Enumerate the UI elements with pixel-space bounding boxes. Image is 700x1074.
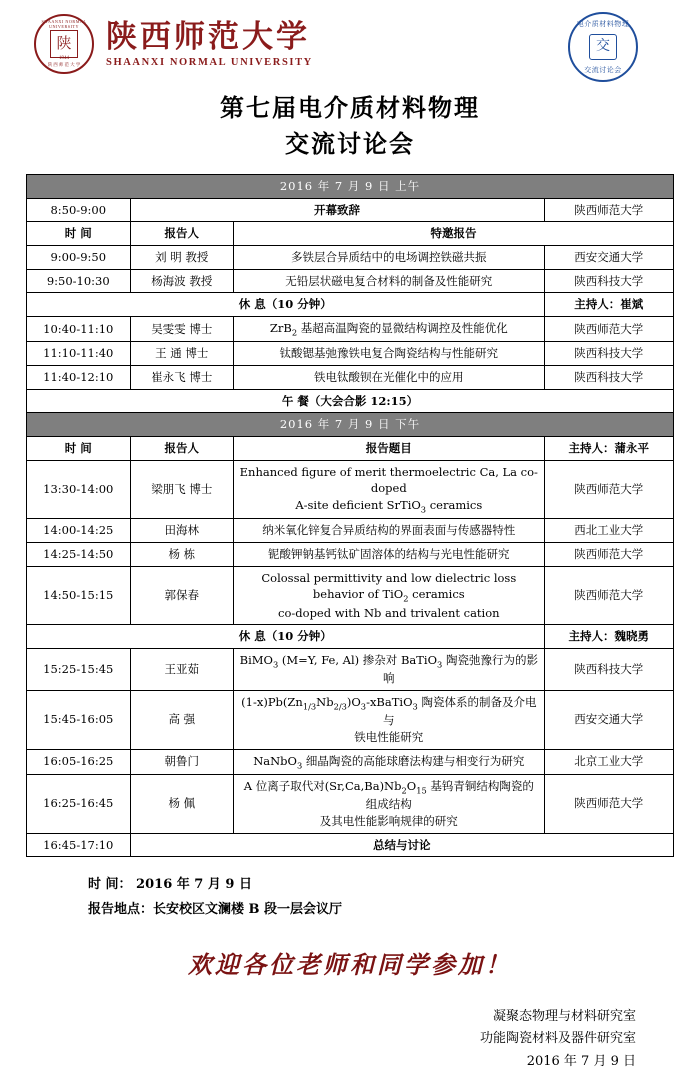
signature-line2: 功能陶瓷材料及器件研究室: [479, 1031, 636, 1047]
signature-block: [26, 1006, 674, 1074]
university-seal-icon: [34, 14, 94, 74]
cell-unit: 陕西师范大学: [544, 460, 673, 519]
cell-title-line2: A-site deficient SrTiO$_3$ ceramics: [295, 498, 483, 515]
table-row: [27, 342, 674, 366]
table-row: [27, 460, 674, 519]
table-row: [27, 774, 674, 833]
table-row: [27, 543, 674, 567]
conference-logo-top-text: 电介质材料物理: [576, 20, 630, 28]
table-row: [27, 389, 674, 413]
cell-title-line1: $(1-x)Pb(Zn_{1/3}Nb_{2/3})O_3-xBaTiO_3$ 陶瓷体系的制备及介电与: [241, 694, 537, 728]
cell-speaker: 崔永飞 博士: [130, 366, 234, 390]
page-title: [26, 90, 674, 162]
page-title-line1: 第七届电介质材料物理: [220, 93, 480, 122]
col-header-time: 时 间: [27, 437, 131, 461]
cell-speaker: 王 通 博士: [130, 342, 234, 366]
cell-title-line2: 铁电性能研究: [354, 729, 424, 744]
page-title-line2: 交流讨论会: [285, 129, 415, 158]
cell-speaker: 杨海波 教授: [130, 269, 234, 293]
cell-title: ZrB$_2$ 基超高温陶瓷的显微结构调控及性能优化: [234, 317, 545, 342]
cell-unit: 北京工业大学: [544, 749, 673, 774]
cell-time: 11:40-12:10: [27, 366, 131, 390]
table-row: [27, 222, 674, 246]
table-row: [27, 519, 674, 543]
welcome-message: 欢迎各位老师和同学参加！: [188, 949, 512, 979]
cell-unit: 陕西师范大学: [544, 543, 673, 567]
cell-speaker: 吴雯雯 博士: [130, 317, 234, 342]
cell-time: 11:10-11:40: [27, 342, 131, 366]
summary-label: 总结与讨论: [130, 833, 673, 857]
seal-center-char: 陕: [50, 30, 78, 58]
chair-label: 主持人：崔斌: [544, 293, 673, 317]
cell-title: 钛酸锶基弛豫铁电复合陶瓷结构与性能研究: [234, 342, 545, 366]
conference-logo-icon: [568, 12, 638, 82]
table-row: [27, 648, 674, 690]
cell-time: 15:45-16:05: [27, 690, 131, 749]
cell-speaker: 刘 明 教授: [130, 246, 234, 270]
seal-top-text: SHAANXI NORMAL UNIVERSITY: [41, 19, 87, 29]
cell-time: 10:40-11:10: [27, 317, 131, 342]
cell-title: 纳米氧化锌复合异质结构的界面表面与传感器特性: [234, 519, 545, 543]
chair-label: 主持人：魏晓勇: [544, 625, 673, 649]
event-info: [88, 873, 674, 922]
cell-time: 14:25-14:50: [27, 543, 131, 567]
cell-unit: 陕西师范大学: [544, 317, 673, 342]
afternoon-band: 2016 年 7 月 9 日 下午: [27, 413, 674, 437]
table-row: [27, 366, 674, 390]
cell-unit: 陕西科技大学: [544, 269, 673, 293]
lunch-label: 午 餐（大会合影 12:15）: [27, 389, 674, 413]
cell-speaker: 朝鲁门: [130, 749, 234, 774]
col-header-chair: 主持人：蒲永平: [544, 437, 673, 461]
cell-title: NaNbO$_3$ 细晶陶瓷的高能球磨法构建与相变行为研究: [234, 749, 545, 774]
cell-time: 15:25-15:45: [27, 648, 131, 690]
cell-time: 14:00-14:25: [27, 519, 131, 543]
table-row: [27, 833, 674, 857]
university-logo-block: [34, 14, 313, 74]
schedule-table: [26, 174, 674, 857]
table-row: [27, 317, 674, 342]
cell-title: 无铅层状磁电复合材料的制备及性能研究: [234, 269, 545, 293]
col-header-speaker: 报告人: [130, 437, 234, 461]
cell-title-line2: 及其电性能影响规律的研究: [319, 813, 458, 828]
cell-title: [234, 774, 545, 833]
cell-unit: 西安交通大学: [544, 246, 673, 270]
cell-unit: 陕西师范大学: [544, 774, 673, 833]
cell-title: [234, 460, 545, 519]
cell-speaker: 梁朋飞 博士: [130, 460, 234, 519]
university-name-cn: 陕西师范大学: [106, 18, 310, 55]
cell-time: 8:50-9:00: [27, 198, 131, 222]
col-header-speaker: 报告人: [130, 222, 234, 246]
cell-time: 13:30-14:00: [27, 460, 131, 519]
table-row: [27, 269, 674, 293]
table-row: [27, 198, 674, 222]
table-row: [27, 749, 674, 774]
cell-title-line1: Enhanced figure of merit thermoelectric Ca, La co-doped: [239, 464, 538, 496]
cell-time: 9:50-10:30: [27, 269, 131, 293]
cell-title-line1: A 位离子取代对$(Sr,Ca,Ba)Nb_2O_{15}$ 基钨青铜结构陶瓷的组成结构: [243, 778, 534, 812]
cell-title-line2: co-doped with Nb and trivalent cation: [278, 605, 500, 620]
morning-band: 2016 年 7 月 9 日 上午: [27, 175, 674, 199]
cell-title: BiMO$_3$ (M=Y, Fe, Al) 掺杂对 BaTiO$_3$ 陶瓷弛豫行为的影响: [234, 648, 545, 690]
cell-speaker: 杨 栋: [130, 543, 234, 567]
cell-time: 14:50-15:15: [27, 566, 131, 625]
cell-unit: 陕西科技大学: [544, 366, 673, 390]
seal-bottom-text: 陕 西 师 范 大 学: [47, 62, 81, 67]
cell-time: 16:25-16:45: [27, 774, 131, 833]
break-label: 休 息（10 分钟）: [27, 625, 545, 649]
cell-unit: 西安交通大学: [544, 690, 673, 749]
event-time: 时 间： 2016 年 7 月 9 日: [88, 877, 252, 893]
cell-title: 铁电钛酸钡在光催化中的应用: [234, 366, 545, 390]
conference-logo-bottom-text: 交流讨论会: [584, 66, 622, 74]
table-row: [27, 625, 674, 649]
signature-date: 2016 年 7 月 9 日: [526, 1054, 636, 1070]
university-name-block: [106, 20, 313, 69]
seal-year: 1944: [59, 56, 69, 61]
cell-unit: 陕西科技大学: [544, 342, 673, 366]
cell-speaker: 王亚茹: [130, 648, 234, 690]
cell-unit: 陕西科技大学: [544, 648, 673, 690]
signature-line1: 凝聚态物理与材料研究室: [492, 1008, 636, 1024]
cell-time: 16:05-16:25: [27, 749, 131, 774]
table-row: [27, 175, 674, 199]
col-header-title: 报告题目: [234, 437, 545, 461]
document-header: [26, 10, 674, 88]
cell-title: [234, 690, 545, 749]
cell-time: 9:00-9:50: [27, 246, 131, 270]
table-row: [27, 413, 674, 437]
cell-time: 16:45-17:10: [27, 833, 131, 857]
col-header-invited: 特邀报告: [234, 222, 674, 246]
table-row: [27, 293, 674, 317]
table-row: [27, 246, 674, 270]
cell-speaker: 杨 佩: [130, 774, 234, 833]
cell-title: 开幕致辞: [130, 198, 544, 222]
table-row: [27, 690, 674, 749]
cell-unit: 西北工业大学: [544, 519, 673, 543]
cell-speaker: 田海林: [130, 519, 234, 543]
event-location: 报告地点：长安校区文澜楼 B 段一层会议厅: [88, 901, 343, 917]
cell-unit: 陕西师范大学: [544, 198, 673, 222]
cell-title-line1: Colossal permittivity and low dielectric loss behavior of TiO$_2$ ceramics: [261, 570, 517, 604]
cell-speaker: 高 强: [130, 690, 234, 749]
break-label: 休 息（10 分钟）: [27, 293, 545, 317]
cell-unit: 陕西师范大学: [544, 566, 673, 625]
cell-title: 铌酸钾钠基钙钛矿固溶体的结构与光电性能研究: [234, 543, 545, 567]
table-row: [27, 437, 674, 461]
conference-logo-center-char: 交: [589, 34, 617, 60]
cell-title: [234, 566, 545, 625]
cell-speaker: 郭保春: [130, 566, 234, 625]
cell-title: 多铁层合异质结中的电场调控铁磁共振: [234, 246, 545, 270]
col-header-time: 时 间: [27, 222, 131, 246]
table-row: [27, 566, 674, 625]
university-name-en: SHAANXI NORMAL UNIVERSITY: [106, 57, 313, 69]
